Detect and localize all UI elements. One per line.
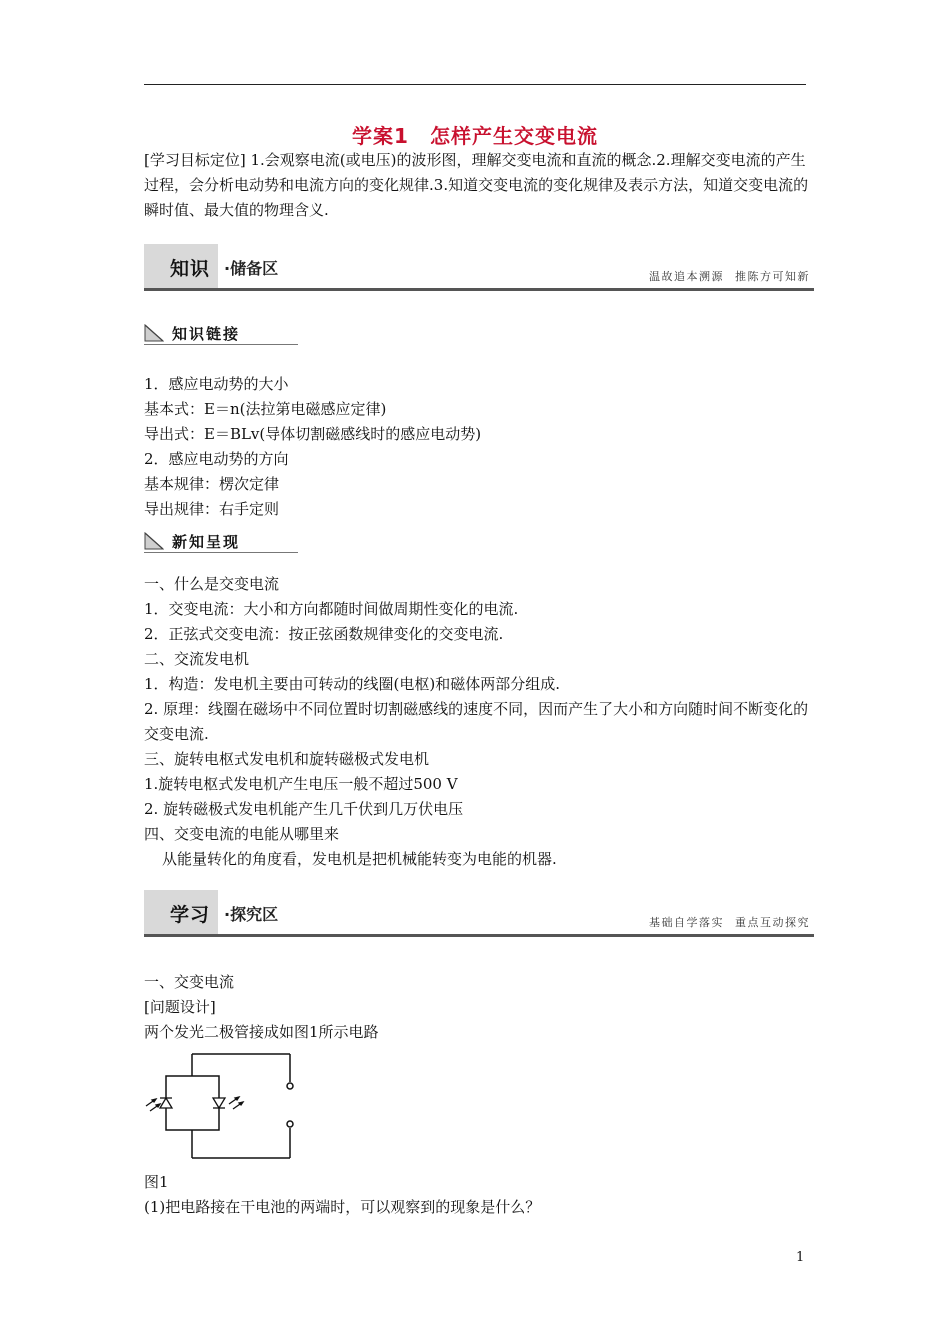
list-item: 三、旋转电枢式发电机和旋转磁极式发电机 [144, 750, 430, 768]
list-item: 一、什么是交变电流 [144, 575, 280, 593]
subheading-knowledge-links [144, 322, 298, 346]
list-item: 基本式：E＝n(法拉第电磁感应定律) [144, 400, 387, 418]
section-band-knowledge [144, 244, 814, 292]
page-title: 学案1 怎样产生交变电流 [352, 124, 598, 148]
subheading-new-knowledge [144, 530, 298, 554]
subheading-label: 新知呈现 [172, 533, 241, 551]
list-item: 2．正弦式交变电流：按正弦函数规律变化的交变电流. [144, 625, 504, 643]
band-title: 学习 [170, 904, 211, 926]
led-right-icon [213, 1097, 243, 1109]
header-rule [144, 84, 806, 85]
subheading-label: 知识链接 [172, 325, 241, 343]
problem-intro: 两个发光二极管接成如图1所示电路 [144, 1023, 379, 1041]
list-item: 基本规律：楞次定律 [144, 475, 280, 493]
problem-design-label: [问题设计] [144, 998, 216, 1016]
band-slogan: 温故追本溯源 推陈方可知新 [649, 270, 810, 283]
learning-objectives: [学习目标定位] 1.会观察电流(或电压)的波形图，理解交变电流和直流的概念.2.理解交变电流的产生过程，会分析电动势和电流方向的变化规律.3.知道交变电流的变化规律及表示方法，知道交变电流的瞬时值、最大值的物理含义. [144, 151, 809, 219]
list-item: 导出式：E＝BLv(导体切割磁感线时的感应电动势) [144, 425, 482, 443]
list-item: 二、交流发电机 [144, 650, 250, 668]
band-rule [144, 934, 814, 937]
subheading-rule [144, 552, 298, 553]
led-left-icon [146, 1098, 172, 1111]
list-item: 1.旋转电枢式发电机产生电压一般不超过500 V [144, 775, 458, 793]
figure-caption: 图1 [144, 1173, 169, 1191]
subheading-rule [144, 344, 298, 345]
page-number: 1 [796, 1250, 805, 1265]
band-rule [144, 288, 814, 291]
list-item: 四、交变电流的电能从哪里来 [144, 825, 340, 843]
question: (1)把电路接在干电池的两端时，可以观察到的现象是什么？ [144, 1198, 541, 1216]
list-item: 2. 旋转磁极式发电机能产生几千伏到几万伏电压 [144, 800, 464, 818]
list-item: 导出规律：右手定则 [144, 500, 280, 518]
band-title: 知识 [170, 258, 211, 280]
list-item: 从能量转化的角度看，发电机是把机械能转变为电能的机器. [162, 850, 557, 868]
list-item: 1．感应电动势的大小 [144, 375, 289, 393]
band-subtitle: ·储备区 [224, 259, 279, 278]
section-band-explore [144, 890, 814, 938]
band-slogan: 基础自学落实 重点互动探究 [649, 916, 810, 929]
band-subtitle: ·探究区 [224, 905, 279, 924]
list-item: 1．构造：发电机主要由可转动的线圈(电枢)和磁体两部分组成. [144, 675, 561, 693]
section-heading: 一、交变电流 [144, 973, 235, 991]
led-circuit-figure [140, 1052, 310, 1164]
corner-triangle-icon [144, 324, 164, 342]
list-item: 2. 原理：线圈在磁场中不同位置时切割磁感线的速度不同，因而产生了大小和方向随时间不断变化的交变电流. [144, 700, 809, 743]
list-item: 2．感应电动势的方向 [144, 450, 289, 468]
corner-triangle-icon [144, 532, 164, 550]
list-item: 1．交变电流：大小和方向都随时间做周期性变化的电流. [144, 600, 519, 618]
